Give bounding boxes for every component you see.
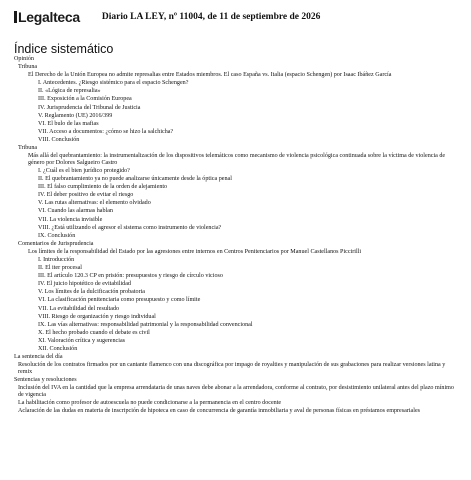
toc-item[interactable]	[14, 207, 459, 215]
toc-item[interactable]	[14, 296, 459, 304]
section-opinion[interactable]	[14, 55, 459, 63]
toc-item[interactable]	[14, 79, 459, 87]
toc-item[interactable]	[14, 256, 459, 264]
toc-item-link[interactable]: IV. El deber positivo de evitar el riesgo	[38, 192, 134, 199]
document-header	[14, 6, 464, 28]
toc-item-link[interactable]: II. El iter procesal	[38, 265, 82, 272]
toc-item[interactable]	[14, 232, 459, 240]
toc-item-link[interactable]: II. El quebrantamiento ya no puede analizarse únicamente desde la óptica penal	[38, 176, 232, 183]
toc-item[interactable]	[14, 167, 459, 175]
toc-item-link[interactable]: III. El artículo 120.3 CP en prisión: presupuestos y riesgo de círculo vicioso	[38, 273, 223, 280]
toc-item[interactable]	[14, 264, 459, 272]
toc-item-link[interactable]: XII. Conclusión	[38, 346, 78, 352]
toc-item[interactable]	[14, 399, 459, 407]
toc-item-link[interactable]: VIII. ¿Está utilizando el agresor el sistema como instrumento de violencia?	[38, 224, 222, 231]
toc-item-link[interactable]: I. Introducción	[38, 256, 75, 263]
toc-item[interactable]	[14, 272, 459, 280]
toc-item-link[interactable]: VI. Cuando las alarmas hablan	[38, 208, 113, 215]
article-entry[interactable]	[14, 248, 459, 256]
article-entry[interactable]	[14, 361, 459, 376]
subsection-tribuna-1-link[interactable]: Tribuna	[18, 64, 38, 71]
toc-item-link[interactable]: V. Los límites de la dulcificación probatoria	[38, 289, 146, 296]
article-link[interactable]: Los límites de la responsabilidad del Estado por las agresiones entre internos en Centros Penitenciarios por Manuel Castellanos Piccirilli	[28, 248, 362, 255]
toc-item-link[interactable]: X. El hecho probado cuando el debate es civil	[38, 329, 150, 336]
toc-item[interactable]	[14, 136, 459, 144]
logo-mark-icon	[14, 11, 17, 23]
toc-item[interactable]	[14, 183, 459, 191]
article-entry[interactable]	[14, 152, 459, 167]
toc-item-link[interactable]: VII. La violencia invisible	[38, 216, 103, 223]
subsection-tribuna-2-link[interactable]: Tribuna	[18, 145, 38, 152]
toc-item-link[interactable]: VI. La clasificación penitenciaria como presupuesto y como límite	[38, 297, 201, 304]
toc-item[interactable]	[14, 337, 459, 345]
subsection-comentarios-link[interactable]: Comentarios de Jurisprudencia	[18, 240, 94, 247]
toc-item[interactable]	[14, 224, 459, 232]
subsection-tribuna-1[interactable]	[14, 63, 459, 71]
section-opinion-link[interactable]: Opinión	[14, 56, 34, 62]
subsection-comentarios[interactable]	[14, 240, 459, 248]
toc-item-link[interactable]: VI. El bulo de las mafias	[38, 120, 99, 127]
toc-item-link[interactable]: La habilitación como profesor de autoescuela no puede condicionarse a la permanencia en el centro docente	[18, 399, 282, 406]
section-resoluciones-link[interactable]: Sentencias y resoluciones	[14, 377, 77, 383]
toc-item-link[interactable]: II. «Lógica de represalia»	[38, 88, 101, 95]
toc-item-link[interactable]: IX. Las vías alternativas: responsabilidad patrimonial y la responsabilidad convencional	[38, 321, 253, 328]
article-link[interactable]: Más allá del quebrantamiento: la instrumentalización de los dispositivos telemáticos como mecanismo de violencia psicológica continuada sobre la víctima de violencia de género por Dolores Salgueiro Castro	[28, 153, 446, 166]
section-sentencia[interactable]	[14, 353, 459, 361]
toc-item[interactable]	[14, 128, 459, 136]
toc-item-link[interactable]: IV. Jurisprudencia del Tribunal de Justicia	[38, 104, 141, 111]
toc-item[interactable]	[14, 305, 459, 313]
toc-item[interactable]	[14, 216, 459, 224]
toc-item[interactable]	[14, 384, 459, 399]
logo: Legalteca	[18, 9, 80, 25]
toc-item[interactable]	[14, 87, 459, 95]
toc-item-link[interactable]: I. Antecedentes. ¿Riesgo sistémico para el espacio Schengen?	[38, 80, 189, 87]
toc-item[interactable]	[14, 95, 459, 103]
article-entry[interactable]	[14, 71, 459, 79]
toc-item[interactable]	[14, 120, 459, 128]
toc-item[interactable]	[14, 407, 459, 415]
toc-item-link[interactable]: Inclusión del IVA en la cantidad que la empresa arrendataria de unas naves debe abonar a la arrendadora, conforme al contrato, por desistimiento unilateral antes del plazo mínimo de vigencia	[18, 385, 454, 398]
toc-item[interactable]	[14, 104, 459, 112]
toc-item-link[interactable]: V. Las rutas alternativas: el elemento olvidado	[38, 200, 151, 207]
toc-item-link[interactable]: III. Exposición a la Comisión Europea	[38, 96, 132, 103]
section-sentencia-link[interactable]: La sentencia del día	[14, 354, 63, 361]
toc-item-link[interactable]: VII. Acceso a documentos: ¿cómo se hizo la salchicha?	[38, 128, 174, 135]
toc-item[interactable]	[14, 345, 459, 353]
toc-item-link[interactable]: VII. La evitabilidad del resultado	[38, 305, 120, 312]
toc-item-link[interactable]: VIII. Conclusión	[38, 136, 80, 143]
article-link[interactable]: Resolución de los contratos firmados por un cantante flamenco con una discográfica por impago de royalties y manipulación de sus grabaciones para realizar versiones latina y remix	[18, 362, 446, 375]
toc-item-link[interactable]: III. El falso cumplimiento de la orden de alejamiento	[38, 184, 168, 191]
toc-item-link[interactable]: Aclaración de las dudas en materia de inscripción de hipoteca en caso de concurrencia de garantía inmobiliaria y aval de personas físicas en préstamos empresariales	[18, 408, 421, 415]
subsection-tribuna-2[interactable]	[14, 144, 459, 152]
page-title: Índice sistemático	[14, 42, 114, 56]
toc-item[interactable]	[14, 288, 459, 296]
toc-item[interactable]	[14, 191, 459, 199]
toc-item[interactable]	[14, 112, 459, 120]
section-resoluciones[interactable]	[14, 376, 459, 384]
toc-item[interactable]	[14, 313, 459, 321]
table-of-contents	[14, 55, 459, 416]
toc-item-link[interactable]: IX. Conclusión	[38, 232, 76, 239]
toc-item[interactable]	[14, 280, 459, 288]
toc-item-link[interactable]: V. Reglamento (UE) 2016/399	[38, 112, 113, 119]
toc-item-link[interactable]: VIII. Riesgo de organización y riesgo individual	[38, 313, 156, 320]
toc-item-link[interactable]: I. ¿Cuál es el bien jurídico protegido?	[38, 167, 130, 174]
toc-item-link[interactable]: IV. El juicio hipotético de evitabilidad	[38, 281, 131, 288]
toc-item-link[interactable]: XI. Valoración crítica y sugerencias	[38, 337, 126, 344]
article-link[interactable]: El Derecho de la Unión Europea no admite represalias entre Estados miembros. El caso España vs. Italia (espacio Schengen) por Isaac Ibáñez García	[28, 72, 392, 79]
toc-item[interactable]	[14, 175, 459, 183]
toc-item[interactable]	[14, 321, 459, 329]
toc-item[interactable]	[14, 329, 459, 337]
issue-title: Diario LA LEY, nº 11004, de 11 de septiembre de 2026	[101, 12, 321, 22]
toc-item[interactable]	[14, 199, 459, 207]
